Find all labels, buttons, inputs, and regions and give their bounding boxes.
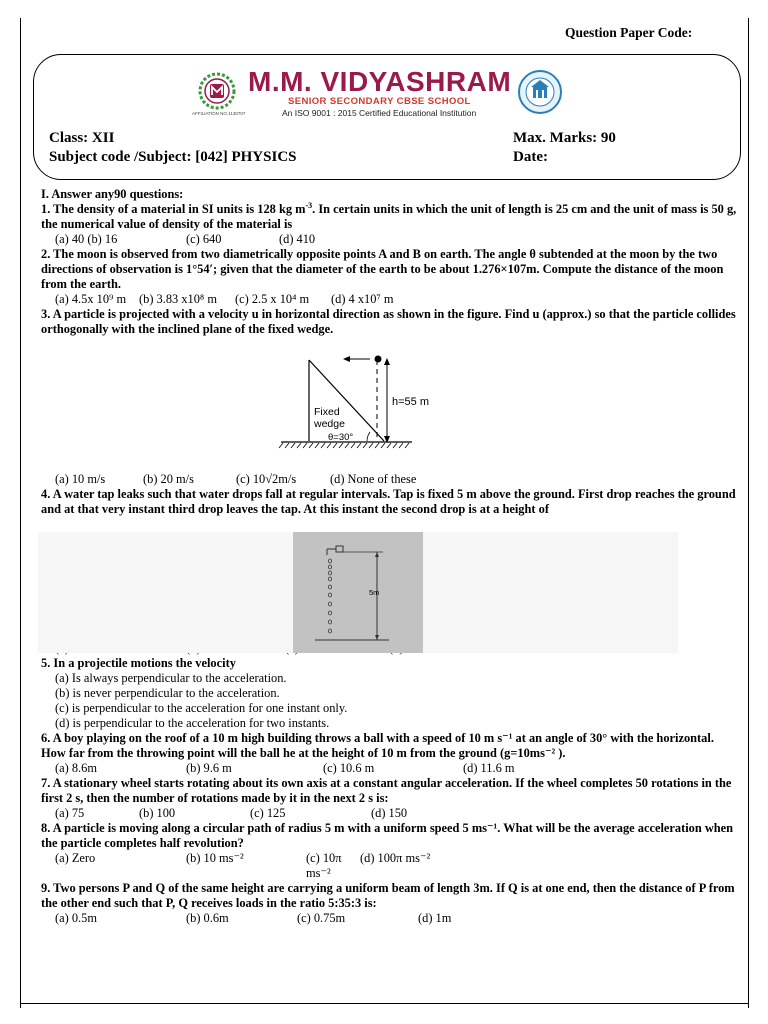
wedge-figure bbox=[277, 348, 447, 453]
option: (c) 125 bbox=[250, 806, 286, 820]
school-logo-icon bbox=[198, 72, 236, 110]
question-9-options bbox=[41, 911, 741, 926]
page-border-left bbox=[20, 18, 21, 1008]
question-3-options bbox=[41, 472, 741, 487]
date-label: Date: bbox=[513, 149, 548, 165]
option: (b) 3.83 x10⁸ m bbox=[139, 292, 217, 306]
option: (b) 100 bbox=[139, 806, 176, 820]
option: (c) is perpendicular to the acceleration for one instant only. bbox=[55, 701, 348, 715]
option: (d) 4 x10⁷ m bbox=[331, 292, 394, 306]
question-8-options bbox=[41, 851, 741, 881]
wedge-label: Fixed bbox=[314, 406, 340, 418]
cbse-logo-icon bbox=[516, 68, 564, 116]
question-5: 5. In a projectile motions the velocity bbox=[41, 656, 236, 670]
page-border-right bbox=[748, 18, 749, 1008]
option: (a) 4.5x 10⁹ m bbox=[55, 292, 127, 306]
option: (a) Is always perpendicular to the acceleration. bbox=[55, 671, 287, 685]
question-6: 6. A boy playing on the roof of a 10 m high building throws a ball with a speed of 10 m s⁻¹ at an angle of 30° with the horizontal. How far from the throwing point will the ball he at the height of 10 m from the ground (g=10ms⁻² ). bbox=[41, 731, 714, 760]
question-1 bbox=[41, 202, 741, 232]
option: (a) 75 bbox=[55, 806, 85, 820]
question-6-options bbox=[41, 761, 741, 776]
question-4: 4. A water tap leaks such that water drops fall at regular intervals. Tap is fixed 5 m above the ground. First drop reaches the ground and at that very instant third drop leaves the tap. At this instant the second drop is at a height of bbox=[41, 487, 736, 516]
option: (a) Zero bbox=[55, 851, 96, 865]
school-iso-line: An ISO 9001 : 2015 Certified Educational Institution bbox=[282, 108, 477, 118]
option: (a) 8.6m bbox=[55, 761, 97, 775]
height-label: 5m bbox=[369, 588, 380, 597]
question-9: 9. Two persons P and Q of the same height are carrying a uniform beam of length 3m. If Q is at one end, then the distance of P from the other end such that P, Q receives loads in the ratio 5:35:3 is: bbox=[41, 881, 735, 910]
school-name: M.M. VIDYASHRAM bbox=[248, 66, 512, 97]
option: (c) 10.6 m bbox=[323, 761, 375, 775]
option: (d) is perpendicular to the acceleration for two instants. bbox=[55, 716, 330, 730]
option: (a) 10 m/s bbox=[55, 472, 106, 486]
question-7: 7. A stationary wheel starts rotating about its own axis at a constant angular acceleration. If the wheel completes 50 rotations in the first 2 s, then the number of rotations made by it in the next 2 s is: bbox=[41, 776, 732, 805]
question-3: 3. A particle is projected with a velocity u in horizontal direction as shown in the figure. Find u (approx.) so that the particle collides orthogonally with the inclined plane of the fixed wedge. bbox=[41, 307, 736, 336]
option: (a) 40 (b) 16 bbox=[55, 232, 118, 246]
class-label: Class: XII bbox=[49, 130, 115, 146]
option: (d) 410 bbox=[279, 232, 316, 246]
question-paper-code: Question Paper Code: bbox=[565, 25, 693, 40]
section-heading: I. Answer any90 questions: bbox=[41, 187, 184, 201]
option: (d) 150 bbox=[371, 806, 408, 820]
option: (b) 20 m/s bbox=[143, 472, 194, 486]
question-2: 2. The moon is observed from two diametrically opposite points A and B on earth. The angle θ subtended at the moon by the two directions of observation is 1°54′; given that the diameter of the earth to be about 1.276×107m. Compute the distance of the moon from the earth. bbox=[41, 247, 724, 291]
water-tap-figure bbox=[293, 532, 423, 653]
option: (d) None of these bbox=[330, 472, 417, 486]
option: (b) is never perpendicular to the acceleration. bbox=[55, 686, 280, 700]
question-1-superscript: -3 bbox=[305, 200, 313, 210]
option: (c) 2.5 x 10⁴ m bbox=[235, 292, 310, 306]
max-marks: Max. Marks: 90 bbox=[513, 130, 616, 146]
question-1-text-end: . In certain units in which the unit of length is 25 cm and the unit of mass is 50 g, the numerical value of density of the material is bbox=[41, 202, 737, 231]
subject-label: Subject code /Subject: [042] PHYSICS bbox=[49, 149, 297, 165]
option: (c) 640 bbox=[186, 232, 222, 246]
option: (d) 11.6 m bbox=[463, 761, 515, 775]
option: (b) 9.6 m bbox=[186, 761, 232, 775]
option: (c) 10π ms⁻² bbox=[306, 851, 342, 880]
question-2-options bbox=[41, 292, 741, 307]
option: (b) 0.6m bbox=[186, 911, 229, 925]
option: (c) 10√2m/s bbox=[236, 472, 297, 486]
angle-label: θ=30° bbox=[328, 432, 354, 443]
question-7-options bbox=[41, 806, 741, 821]
option: (a) 0.5m bbox=[55, 911, 97, 925]
option: (b) 10 ms⁻² bbox=[186, 851, 244, 865]
option: (d) 100π ms⁻² bbox=[360, 851, 431, 865]
water-tap-drawing bbox=[293, 532, 423, 653]
question-1-options bbox=[41, 232, 741, 247]
height-label: h=55 m bbox=[392, 396, 429, 408]
question-8: 8. A particle is moving along a circular path of radius 5 m with a uniform speed 5 ms⁻¹. What will be the average acceleration when the particle completes half revolution? bbox=[41, 821, 734, 850]
option: (c) 0.75m bbox=[297, 911, 346, 925]
school-subtitle: SENIOR SECONDARY CBSE SCHOOL bbox=[288, 96, 471, 107]
affiliation-number: AFFILIATION NO.1130707 bbox=[192, 111, 246, 116]
wedge-label: wedge bbox=[314, 418, 345, 430]
option: (d) 1m bbox=[418, 911, 452, 925]
question-1-text: 1. The density of a material in SI units is 128 kg m bbox=[41, 202, 306, 216]
page-border-bottom bbox=[20, 1003, 749, 1004]
